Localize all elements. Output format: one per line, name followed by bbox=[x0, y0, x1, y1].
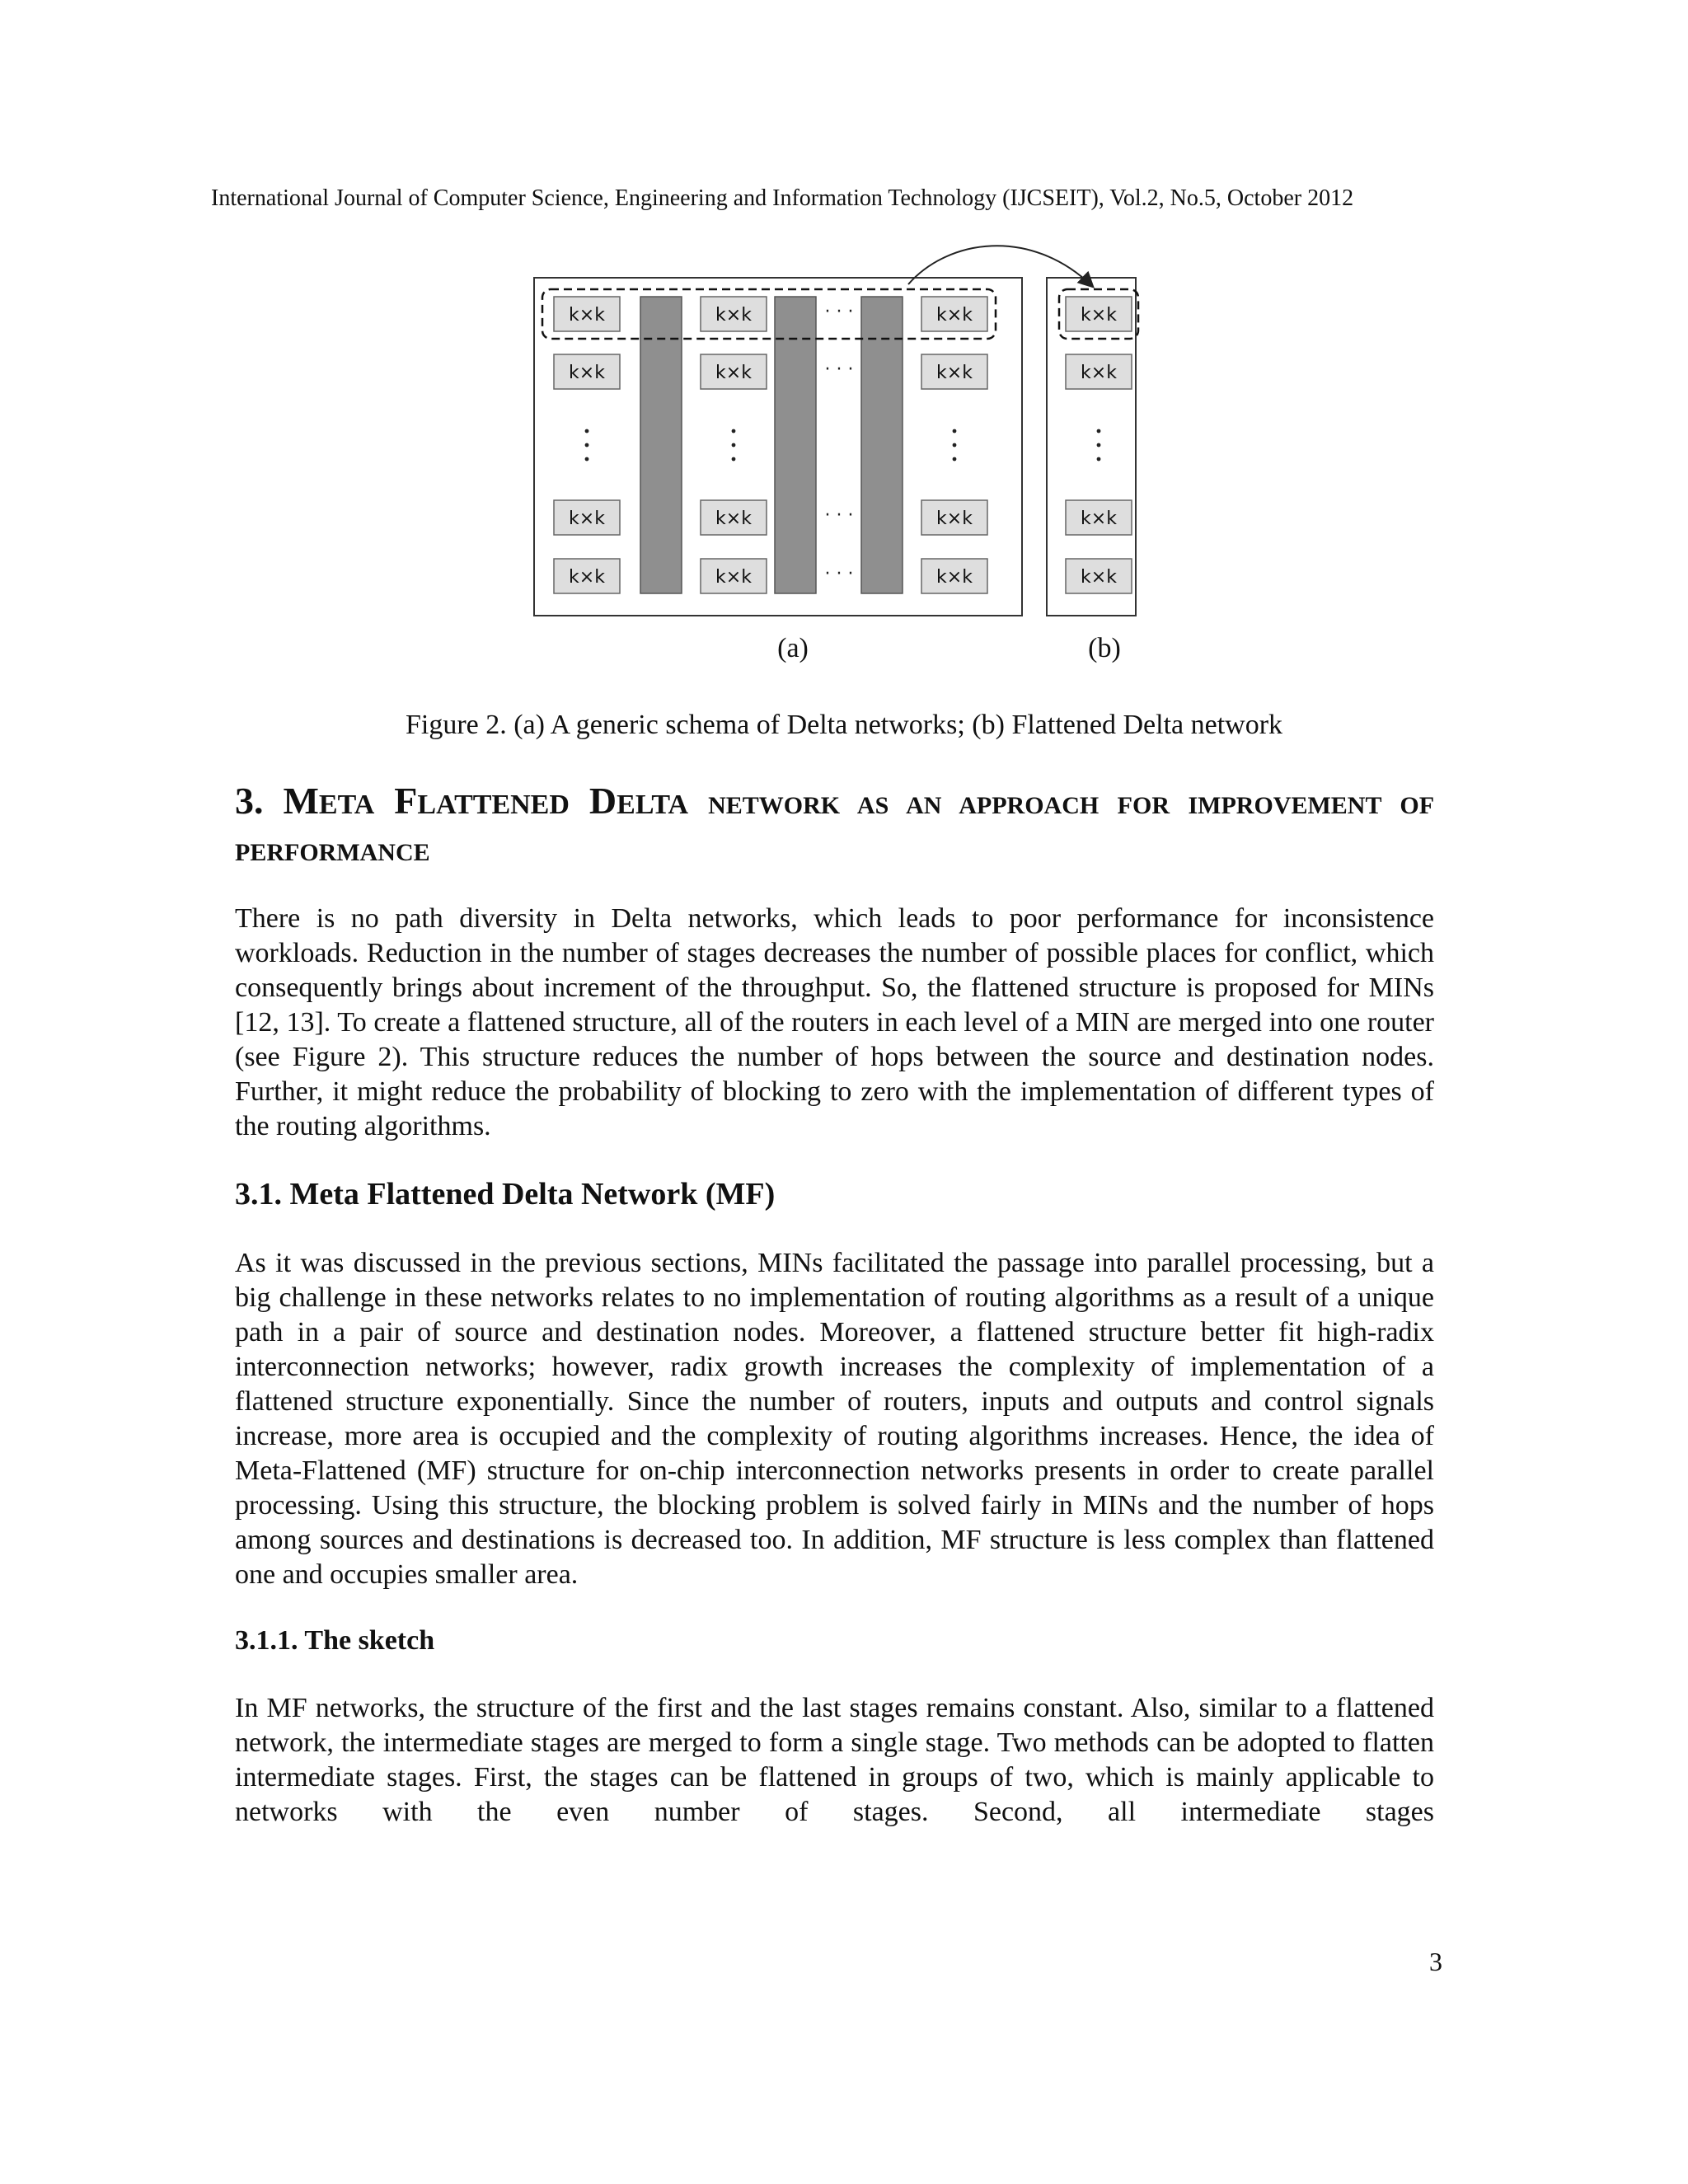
horizontal-ellipsis: · · · bbox=[824, 505, 854, 526]
switch-box-label: k×k bbox=[936, 363, 973, 383]
title-word: FLATTENED bbox=[394, 780, 570, 822]
section-3-1-1-heading: 3.1.1. The sketch bbox=[235, 1625, 435, 1656]
switch-box-label: k×k bbox=[1081, 363, 1117, 383]
switch-box-label: k×k bbox=[715, 305, 752, 326]
main-content bbox=[235, 779, 1434, 1861]
panel-b-label: (b) bbox=[1088, 633, 1121, 663]
section-3-heading bbox=[235, 779, 1434, 875]
switch-box-label: k×k bbox=[569, 305, 605, 326]
link-bar-2 bbox=[775, 297, 816, 593]
flatten-arrow bbox=[908, 246, 1092, 286]
column-2 bbox=[701, 297, 767, 593]
column-3 bbox=[921, 297, 987, 593]
horizontal-ellipsis: · · · bbox=[824, 359, 854, 380]
switch-box-label: k×k bbox=[569, 363, 605, 383]
figure-caption: Figure 2. (a) A generic schema of Delta networks; (b) Flattened Delta network bbox=[405, 710, 1283, 740]
panel-a-label: (a) bbox=[777, 633, 809, 663]
switch-box-label: k×k bbox=[1081, 509, 1117, 529]
vertical-dots bbox=[732, 429, 736, 462]
section-3-1-1-paragraph: In MF networks, the structure of the first and the last stages remains constant. Also, similar to a flattened network, the intermediate stages are merged to form a single stage. Two methods can be adopted to flatten intermediate stages. First, the stages can be flattened in groups of two, which is mainly applicable to networks with the even number of stages. Second, all intermediate stages bbox=[235, 1693, 1434, 1827]
switch-box-label: k×k bbox=[936, 567, 973, 588]
vertical-dots bbox=[585, 429, 589, 462]
vertical-dots bbox=[1097, 429, 1101, 462]
link-bar-1 bbox=[640, 297, 682, 593]
switch-box-label: k×k bbox=[1081, 567, 1117, 588]
panel-b-column bbox=[1066, 297, 1132, 593]
title-word: DELTA bbox=[588, 780, 689, 822]
section-3-paragraph: There is no path diversity in Delta networks, which leads to poor performance for inconsistence workloads. Reduction in the number of stages decreases the number of possible places for conflict, which consequently brings about increment of the throughput. So, the flattened structure is proposed for MINs [12, 13]. To create a flattened structure, all of the routers in each level of a MIN are merged into one router (see Figure 2). This structure reduces the number of hops between the source and destination nodes. Further, it might reduce the probability of blocking to zero with the implementation of different types of the routing algorithms. bbox=[235, 903, 1434, 1141]
vertical-dots bbox=[953, 429, 957, 462]
switch-box-label: k×k bbox=[936, 509, 973, 529]
switch-box-label: k×k bbox=[569, 567, 605, 588]
section-3-1-paragraph: As it was discussed in the previous sections, MINs facilitated the passage into parallel processing, but a big challenge in these networks relates to no implementation of routing algorithms as a result of a unique path in a pair of source and destination nodes. Moreover, a flattened structure better fit high-radix interconnection networks; however, radix growth increases the complexity of implementation of a flattened structure exponentially. Since the number of routers, inputs and outputs and control signals increase, more area is occupied and the complexity of routing algorithms increases. Hence, the idea of Meta-Flattened (MF) structure for on-chip interconnection networks presents in order to create parallel processing. Using this structure, the blocking problem is solved fairly in MINs and the number of hops among sources and destinations is decreased too. In addition, MF structure is less complex than flattened one and occupies smaller area. bbox=[235, 1248, 1434, 1590]
column-1 bbox=[554, 297, 620, 593]
title-word: META bbox=[283, 780, 375, 822]
section-3-1-heading: 3.1. Meta Flattened Delta Network (MF) bbox=[235, 1177, 776, 1212]
link-bar-3 bbox=[861, 297, 903, 593]
switch-box-label: k×k bbox=[1081, 305, 1117, 326]
section-number: 3. bbox=[235, 780, 264, 822]
switch-box-label: k×k bbox=[715, 363, 752, 383]
running-header: International Journal of Computer Science, Engineering and Information Technology (IJCSEIT), Vol.2, No.5, October 2012 bbox=[211, 185, 1354, 211]
switch-box-label: k×k bbox=[936, 305, 973, 326]
horizontal-ellipsis: · · · bbox=[824, 302, 854, 322]
horizontal-ellipsis: · · · bbox=[824, 564, 854, 584]
switch-box-label: k×k bbox=[569, 509, 605, 529]
switch-box-label: k×k bbox=[715, 567, 752, 588]
figure-delta-networks bbox=[528, 235, 1154, 680]
title-tail: NETWORK AS AN APPROACH FOR IMPROVEMENT OF PERFORMANCE bbox=[235, 792, 1435, 866]
page-number: 3 bbox=[1429, 1947, 1442, 1976]
switch-box-label: k×k bbox=[715, 509, 752, 529]
